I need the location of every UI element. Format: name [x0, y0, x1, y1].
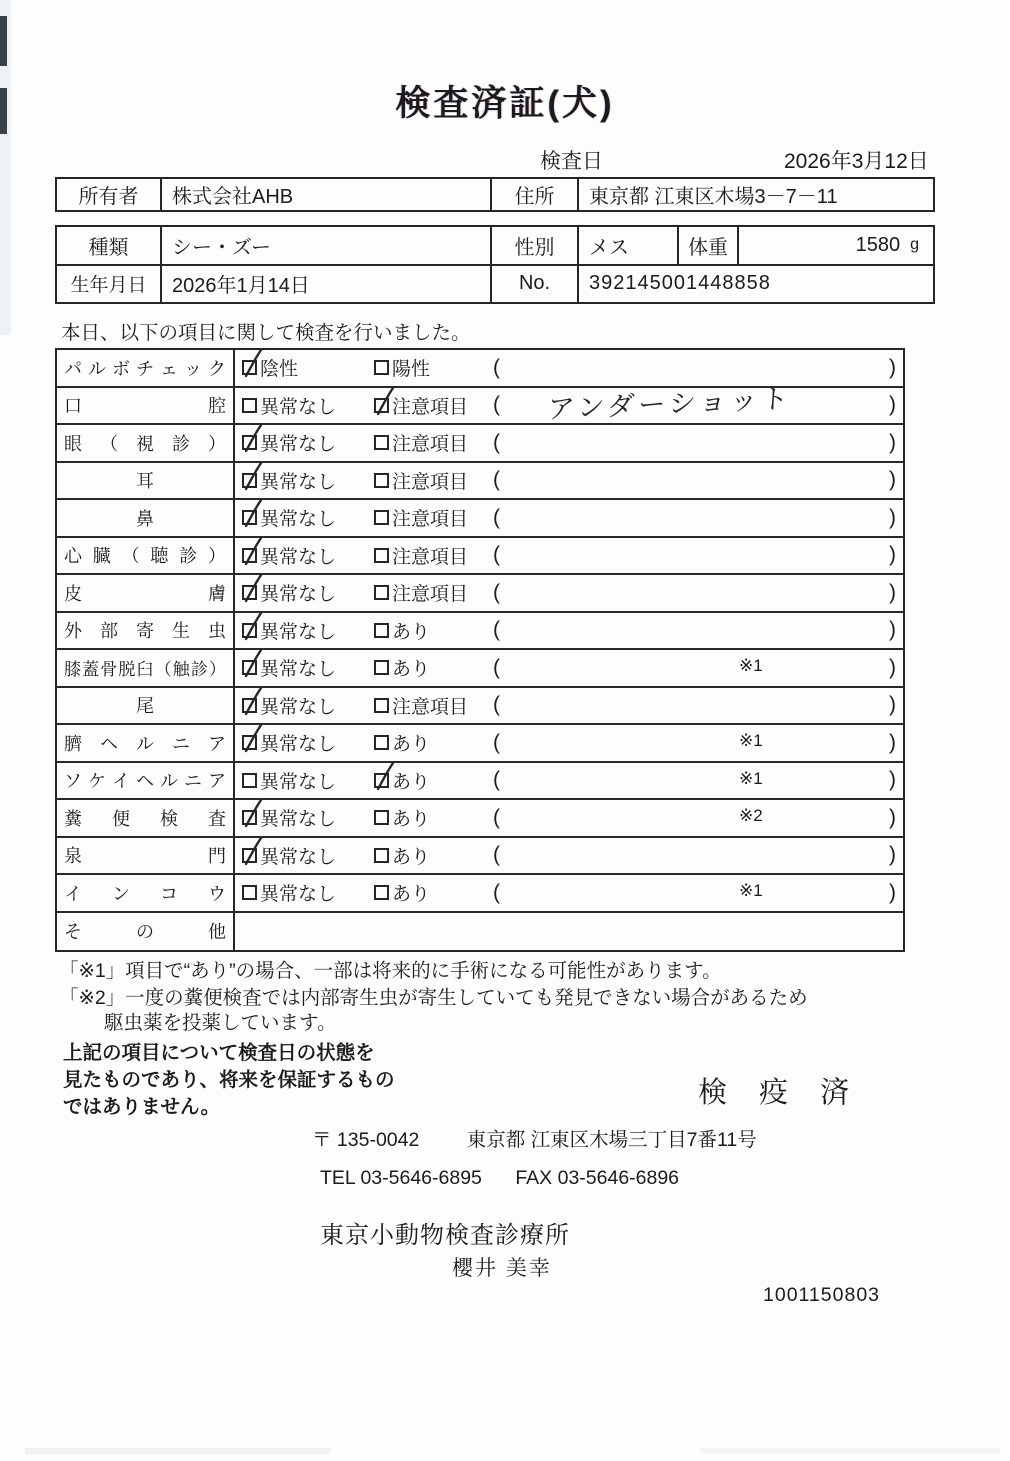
option-1 — [242, 650, 336, 686]
option-1-checkbox-checked — [242, 735, 257, 750]
checklist-row — [57, 875, 903, 913]
option-1-label: 陰性 — [260, 359, 299, 381]
option-2-checkbox-checked — [374, 773, 389, 788]
inspection-date-label: 検査日 — [540, 150, 603, 173]
option-2-checkbox — [374, 735, 389, 750]
item-result — [235, 763, 903, 799]
address-value: 東京都 江東区木場3－7－11 — [589, 186, 838, 208]
paren-open: ( — [493, 430, 500, 454]
no-label: No. — [492, 266, 579, 303]
option-1-checkbox-checked — [242, 473, 257, 488]
item-label: 耳 — [57, 463, 235, 499]
option-2 — [374, 388, 468, 424]
paren-open: ( — [493, 768, 500, 792]
option-1 — [242, 388, 336, 424]
item-label: 糞 便 検 査 — [57, 800, 235, 836]
item-label: パ ル ボ チ ェ ッ ク — [57, 350, 235, 386]
option-2 — [374, 688, 468, 724]
option-1 — [242, 350, 298, 386]
owner-value: 株式会社AHB — [162, 179, 492, 210]
paren-close: ) — [889, 543, 896, 567]
checklist-row — [57, 650, 903, 688]
paren-open: ( — [493, 505, 500, 529]
option-1 — [242, 575, 336, 611]
option-2-checkbox — [374, 548, 389, 563]
breed-label: 種類 — [57, 227, 162, 264]
option-2-label: 注意項目 — [392, 396, 469, 418]
option-2 — [374, 875, 430, 911]
checklist-row — [57, 688, 903, 726]
option-2-label: あり — [392, 734, 431, 756]
paren-close: ) — [889, 655, 896, 679]
paren-close: ) — [889, 355, 896, 379]
item-result — [235, 425, 903, 461]
item-result — [235, 613, 903, 649]
weight-value — [739, 227, 933, 264]
option-2-checkbox — [374, 510, 389, 525]
checklist-row — [57, 763, 903, 801]
handwritten-finding: アンダーショット — [546, 383, 794, 424]
checklist-row — [57, 838, 903, 876]
option-1-label: 異常なし — [260, 584, 337, 606]
tel-number: TEL 03-5646-6895 — [320, 1167, 482, 1189]
paren-close: ) — [889, 505, 896, 529]
paren-open: ( — [493, 730, 500, 754]
option-1-label: 異常なし — [260, 696, 337, 718]
option-2 — [374, 538, 468, 574]
birthdate-label: 生年月日 — [57, 266, 162, 303]
owner-label: 所有者 — [57, 179, 162, 210]
option-2 — [374, 613, 430, 649]
option-1 — [242, 725, 336, 761]
scan-bottom-smudge — [700, 1448, 1000, 1454]
item-result — [235, 383, 903, 424]
paren-close: ) — [889, 618, 896, 642]
tel-fax-line — [320, 1167, 679, 1190]
scan-edge-mark — [0, 16, 7, 66]
item-label: 心 臓 （ 聴 診 ） — [57, 538, 235, 574]
item-result — [235, 650, 903, 686]
option-1 — [242, 538, 336, 574]
paren-close: ) — [889, 580, 896, 604]
disclaimer-line-3: ではありません。 — [63, 1096, 221, 1118]
paren-open: ( — [493, 393, 500, 417]
option-1-checkbox-checked — [242, 623, 257, 638]
owner-table — [55, 177, 935, 212]
option-2-checkbox — [374, 360, 389, 375]
option-1-label: 異常なし — [260, 884, 337, 906]
option-2 — [374, 838, 430, 874]
checklist-row — [57, 538, 903, 576]
option-2-label: 注意項目 — [392, 584, 469, 606]
paren-open: ( — [493, 655, 500, 679]
paren-open: ( — [493, 580, 500, 604]
option-1 — [242, 500, 336, 536]
option-2-label: あり — [392, 809, 431, 831]
paren-open: ( — [493, 805, 500, 829]
option-2-checkbox-checked — [374, 398, 389, 413]
option-1-label: 異常なし — [260, 771, 337, 793]
checklist-row — [57, 425, 903, 463]
document-code: 1001150803 — [763, 1284, 881, 1306]
option-1-label: 異常なし — [260, 546, 337, 568]
paren-open: ( — [493, 355, 500, 379]
option-1-label: 異常なし — [260, 734, 337, 756]
option-1-label: 異常なし — [260, 621, 337, 643]
checklist-row — [57, 463, 903, 501]
option-1 — [242, 463, 336, 499]
option-2-label: 注意項目 — [392, 471, 469, 493]
option-1-label: 異常なし — [260, 809, 337, 831]
option-1-checkbox-checked — [242, 510, 257, 525]
weight-label: 体重 — [679, 227, 739, 264]
item-label: 尾 — [57, 688, 235, 724]
paren-open: ( — [493, 468, 500, 492]
paren-close: ) — [889, 468, 896, 492]
row-reference-mark: ※1 — [739, 768, 763, 788]
option-2 — [374, 800, 430, 836]
option-1 — [242, 613, 336, 649]
item-result — [235, 800, 903, 836]
item-label: 泉 門 — [57, 838, 235, 874]
option-2 — [374, 463, 468, 499]
option-1-checkbox-checked — [242, 548, 257, 563]
item-result — [235, 838, 903, 874]
item-label: 外 部 寄 生 虫 — [57, 613, 235, 649]
option-1-label: 異常なし — [260, 471, 337, 493]
paren-close: ) — [889, 768, 896, 792]
option-2-label: あり — [392, 884, 431, 906]
option-2-label: 陽性 — [392, 359, 431, 381]
option-2 — [374, 350, 430, 386]
option-1-label: 異常なし — [260, 509, 337, 531]
item-label: 膝 蓋 骨 脱 臼 （ 触 診 ） — [57, 650, 235, 686]
option-2-checkbox — [374, 810, 389, 825]
paren-close: ) — [889, 843, 896, 867]
option-1-checkbox-checked — [242, 360, 257, 375]
item-result — [235, 875, 903, 911]
item-label: 口 腔 — [57, 388, 235, 424]
breed-value: シー・ズー — [162, 227, 492, 264]
weight-unit: g — [910, 236, 919, 254]
option-1 — [242, 688, 336, 724]
option-2-label: 注意項目 — [392, 546, 469, 568]
paren-open: ( — [493, 880, 500, 904]
footnote-1: 「※1」項目で“あり”の場合、一部は将来的に手術になる可能性があります。 — [59, 960, 722, 982]
option-2-checkbox — [374, 623, 389, 638]
option-2-label: 注意項目 — [392, 696, 469, 718]
option-2-checkbox — [374, 885, 389, 900]
paren-open: ( — [493, 843, 500, 867]
checklist-row — [57, 383, 903, 426]
page-title: 検査済証(犬) — [395, 84, 615, 123]
checklist-row — [57, 913, 903, 951]
item-label: そ の 他 — [57, 913, 235, 951]
option-1 — [242, 763, 336, 799]
option-1-checkbox-checked — [242, 698, 257, 713]
intro-sentence: 本日、以下の項目に関して検査を行いました。 — [61, 322, 471, 344]
clinic-address: 東京都 江東区木場三丁目7番11号 — [466, 1129, 757, 1151]
option-1-label: 異常なし — [260, 846, 337, 868]
sex-value: メス — [579, 227, 679, 264]
option-2-checkbox — [374, 585, 389, 600]
option-1-checkbox — [242, 885, 257, 900]
option-1 — [242, 875, 336, 911]
birthdate-value: 2026年1月14日 — [162, 266, 492, 303]
paren-close: ) — [889, 393, 896, 417]
disclaimer-line-2: 見たものであり、将来を保証するもの — [63, 1069, 395, 1091]
paren-open: ( — [493, 693, 500, 717]
clinic-address-line — [312, 1124, 757, 1152]
option-2-checkbox — [374, 698, 389, 713]
option-1 — [242, 800, 336, 836]
fax-number: FAX 03-5646-6896 — [515, 1167, 680, 1189]
item-label: 鼻 — [57, 500, 235, 536]
paren-close: ) — [889, 693, 896, 717]
checklist-row — [57, 613, 903, 651]
row-reference-mark: ※1 — [739, 656, 763, 675]
item-result — [235, 913, 903, 951]
disclaimer-text — [63, 1040, 395, 1121]
option-2 — [374, 650, 430, 686]
option-2 — [374, 763, 430, 799]
option-2-label: 注意項目 — [392, 509, 469, 531]
item-label: イ ン コ ウ — [57, 875, 235, 911]
postal-code: 〒 135-0042 — [312, 1129, 420, 1151]
paren-open: ( — [493, 618, 500, 642]
item-result — [235, 688, 903, 724]
item-label: 臍 ヘ ル ニ ア — [57, 725, 235, 761]
item-result — [235, 500, 903, 536]
inspection-date-value: 2026年3月12日 — [784, 150, 929, 173]
weight-number: 1580 — [855, 233, 901, 256]
paren-open: ( — [493, 543, 500, 567]
option-2-checkbox — [374, 473, 389, 488]
option-2 — [374, 425, 468, 461]
item-result — [235, 725, 903, 761]
option-1-checkbox — [242, 773, 257, 788]
disclaimer-line-1: 上記の項目について検査日の状態を — [63, 1042, 375, 1064]
item-label: 皮 膚 — [57, 575, 235, 611]
footnote-2: 「※2」一度の糞便検査では内部寄生虫が寄生していても発見できない場合があるため — [59, 987, 808, 1009]
option-1-checkbox — [242, 398, 257, 413]
option-2-label: あり — [392, 621, 431, 643]
checklist-row — [57, 725, 903, 763]
option-1 — [242, 425, 336, 461]
item-result — [235, 538, 903, 574]
option-1-checkbox-checked — [242, 848, 257, 863]
address-label: 住所 — [492, 179, 579, 210]
paren-close: ) — [889, 880, 896, 904]
option-2-checkbox — [374, 435, 389, 450]
option-2 — [374, 575, 468, 611]
checklist-row — [57, 500, 903, 538]
option-1-checkbox-checked — [242, 810, 257, 825]
item-result — [235, 463, 903, 499]
item-label: 眼 （ 視 診 ） — [57, 425, 235, 461]
row-reference-mark: ※1 — [739, 881, 763, 900]
animal-table — [55, 225, 935, 304]
sex-label: 性別 — [492, 227, 579, 264]
option-2-label: 注意項目 — [392, 434, 469, 456]
option-1-checkbox-checked — [242, 435, 257, 450]
option-2-checkbox — [374, 848, 389, 863]
option-2-label: あり — [392, 846, 431, 868]
option-2 — [374, 725, 430, 761]
no-value: 392145001448858 — [589, 272, 771, 295]
paren-close: ) — [889, 805, 896, 829]
option-2-checkbox — [374, 660, 389, 675]
quarantine-passed-stamp: 検 疫 済 — [698, 1077, 862, 1109]
item-result — [235, 575, 903, 611]
option-2-label: あり — [392, 771, 431, 793]
veterinarian-name: 櫻井 美幸 — [452, 1257, 552, 1280]
row-reference-mark: ※1 — [739, 731, 763, 750]
footnote-2-continued: 駆虫薬を投薬しています。 — [104, 1012, 337, 1034]
paren-close: ) — [889, 730, 896, 754]
option-1-label: 異常なし — [260, 659, 337, 681]
checklist-row — [57, 575, 903, 613]
option-1-checkbox-checked — [242, 585, 257, 600]
paren-close: ) — [889, 430, 896, 454]
option-2-label: あり — [392, 659, 431, 681]
option-1 — [242, 838, 336, 874]
option-1-label: 異常なし — [260, 396, 337, 418]
item-label: ソ ケ イ ヘ ル ニ ア — [57, 763, 235, 799]
option-1-label: 異常なし — [260, 434, 337, 456]
scan-bottom-smudge — [25, 1448, 330, 1454]
checklist-row — [57, 800, 903, 838]
row-reference-mark: ※2 — [739, 806, 763, 825]
clinic-name: 東京小動物検査診療所 — [320, 1222, 570, 1249]
option-1-checkbox-checked — [242, 660, 257, 675]
option-2 — [374, 500, 468, 536]
inspection-checklist-table — [55, 348, 905, 952]
